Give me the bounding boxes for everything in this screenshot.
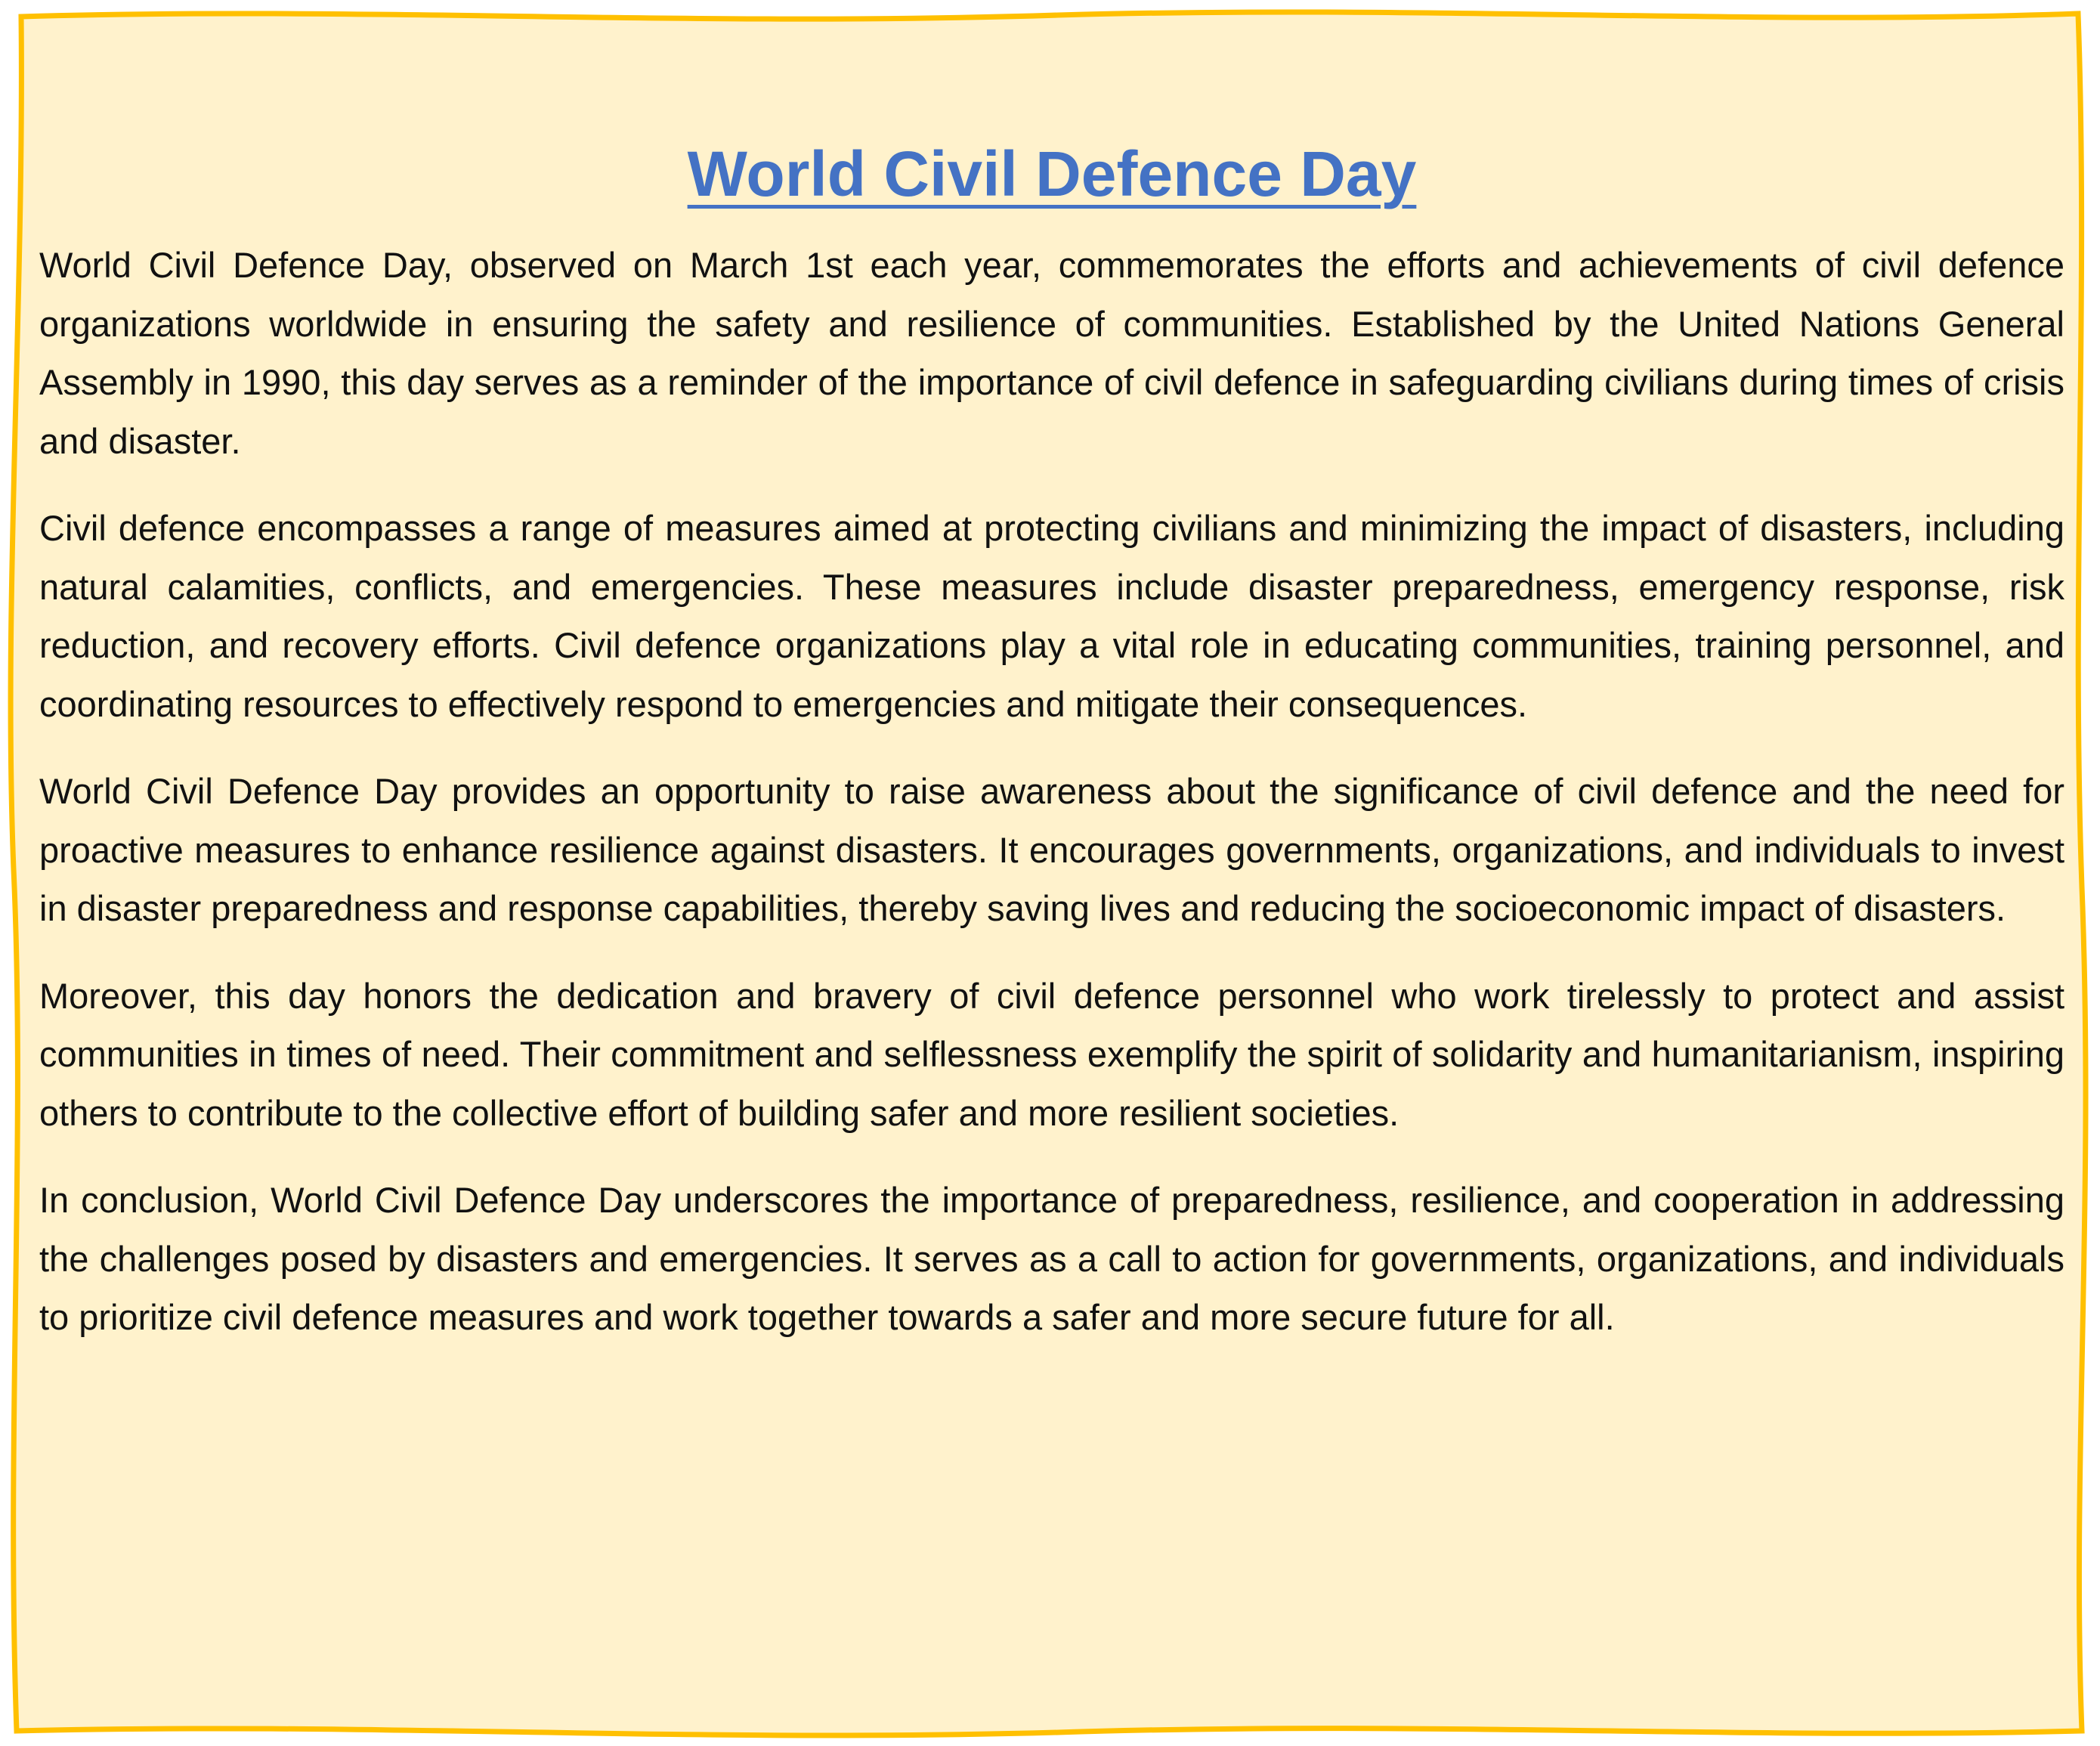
paragraph-1: World Civil Defence Day, observed on March 1st each year, commemorates the efforts and achievements of civil defence organizations worldwide in ensuring the safety and resilience of communities. Established by the United Nations General Assembly in 1990, this day serves as a reminder of the importance of civil defence in safeguarding civilians during times of crisis and disaster.: [39, 245, 2064, 461]
paragraph-5: In conclusion, World Civil Defence Day underscores the importance of preparedness, resilience, and cooperation in addressing the challenges posed by disasters and emergencies. It serves as a call to action for governments, organizations, and individuals to prioritize civil defence measures and work together towards a safer and more secure future for all.: [39, 1180, 2064, 1337]
document-title: World Civil Defence Day: [687, 138, 1417, 209]
paragraph-2: Civil defence encompasses a range of measures aimed at protecting civilians and minimizing the impact of disasters, including natural calamities, conflicts, and emergencies. These measures include disaster preparedness, emergency response, risk reduction, and recovery efforts. Civil defence organizations play a vital role in educating communities, training personnel, and coordinating resources to effectively respond to emergencies and mitigate their consequences.: [39, 508, 2064, 724]
document-body: [39, 128, 2064, 1376]
paragraph-3: World Civil Defence Day provides an opportunity to raise awareness about the significance of civil defence and the need for proactive measures to enhance resilience against disasters. It encourages governments, organizations, and individuals to invest in disaster preparedness and response capabilities, thereby saving lives and reducing the socioeconomic impact of disasters.: [39, 771, 2064, 928]
paragraph-4: Moreover, this day honors the dedication and bravery of civil defence personnel who work tirelessly to protect and assist communities in times of need. Their commitment and selflessness exemplify the spirit of solidarity and humanitarianism, inspiring others to contribute to the collective effort of building safer and more resilient societies.: [39, 975, 2064, 1133]
